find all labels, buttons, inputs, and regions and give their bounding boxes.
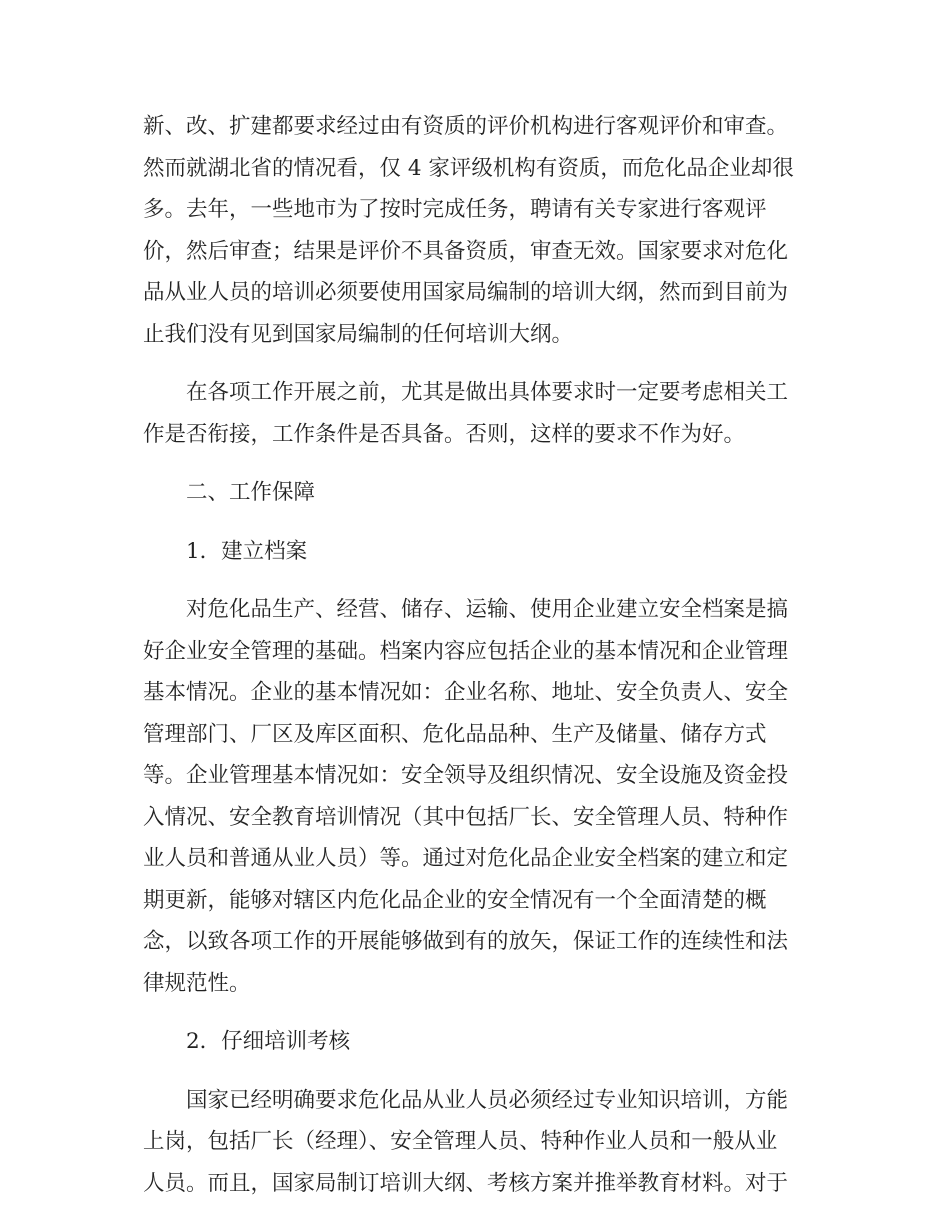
document-body — [143, 106, 803, 1221]
text-line: 对危化品生产、经营、储存、运输、使用企业建立安全档案是搞 — [186, 597, 789, 622]
text-line: 律规范性。 — [143, 970, 251, 996]
paragraph-approval-requirements — [143, 106, 803, 355]
text-line: 等。企业管理基本情况如：安全领导及组织情况、安全设施及资金投 — [143, 763, 789, 788]
text-line: 期更新，能够对辖区内危化品企业的安全情况有一个全面清楚的概 — [143, 887, 767, 913]
text-line: 多。去年，一些地市为了按时完成任务，聘请有关专家进行客观评 — [143, 197, 767, 222]
text-line: 上岗，包括厂长（经理）、安全管理人员、特种作业人员和一般从业 — [143, 1129, 778, 1154]
text-line: 国家已经明确要求危化品从业人员必须经过专业知识培训，方能 — [186, 1087, 789, 1113]
text-line: 入情况、安全教育培训情况（其中包括厂长、安全管理人员、特种作 — [143, 804, 789, 830]
text-line: 念，以致各项工作的开展能够做到有的放矢，保证工作的连续性和法 — [143, 929, 789, 954]
text-line: 人员。而且，国家局制订培训大纲、考核方案并推举教育材料。对于 — [143, 1170, 789, 1196]
text-line: 在各项工作开展之前，尤其是做出具体要求时一定要考虑相关工 — [186, 380, 789, 405]
text-line: 作是否衔接，工作条件是否具备。否则，这样的要求不作为好。 — [143, 421, 746, 447]
text-line: 新、改、扩建都要求经过由有资质的评价机构进行客观评价和审查。 — [143, 114, 789, 139]
paragraph-work-coordination — [143, 372, 803, 455]
paragraph-safety-files — [143, 589, 803, 1004]
text-line: 价，然后审查；结果是评价不具备资质，审查无效。国家要求对危化 — [143, 238, 789, 264]
text-line: 基本情况。企业的基本情况如：企业名称、地址、安全负责人、安全 — [143, 680, 789, 705]
text-line: 管理部门、厂区及库区面积、危化品品种、生产及储量、储存方式 — [143, 721, 767, 747]
text-line: 止我们没有见到国家局编制的任何培训大纲。 — [143, 321, 574, 347]
section-heading: 二、工作保障 — [186, 480, 316, 505]
text-line: 品从业人员的培训必须要使用国家局编制的培训大纲，然而到目前为 — [143, 280, 789, 305]
text-line: 然而就湖北省的情况看，仅 4 家评级机构有资质，而危化品企业却很 — [143, 155, 794, 181]
text-line: 业人员和普通从业人员）等。通过对危化品企业安全档案的建立和定 — [143, 846, 789, 871]
paragraph-training-requirements — [143, 1080, 803, 1205]
subheading-establish-files: 1．建立档案 — [186, 538, 308, 564]
subheading-training-assessment: 2．仔细培训考核 — [186, 1029, 351, 1054]
text-line: 好企业安全管理的基础。档案内容应包括企业的基本情况和企业管理 — [143, 638, 789, 664]
